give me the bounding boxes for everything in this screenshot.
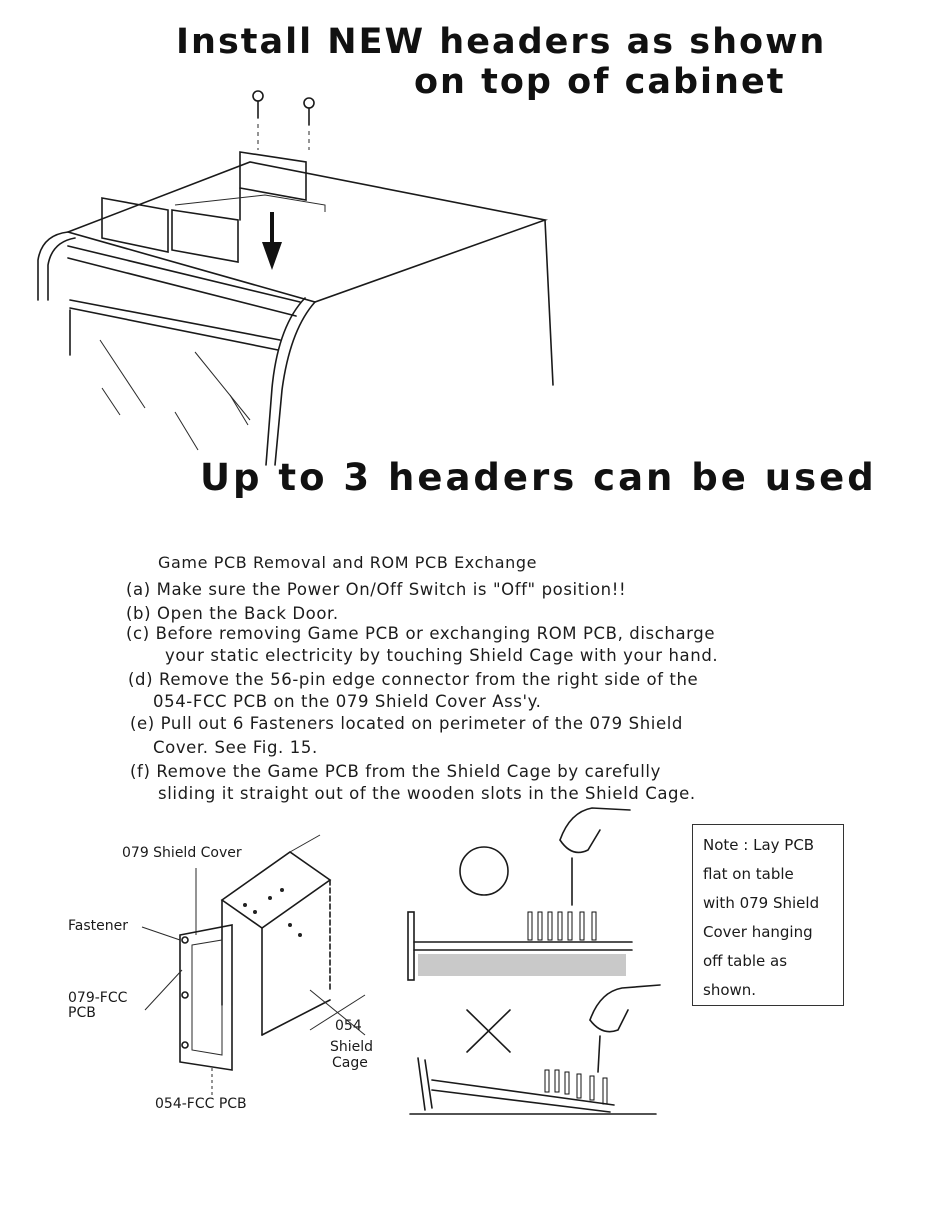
procedure-step-b [126, 604, 339, 623]
step-f-line-2: sliding it straight out of the wooden slots in the Shield Cage. [158, 784, 696, 803]
note-line: Cover hanging [703, 923, 813, 941]
fastener-label: Fastener [68, 918, 128, 934]
step-f-line-1: (f) Remove the Game PCB from the Shield Cage by carefully [130, 762, 661, 781]
pcb-placement-figure [408, 808, 660, 1114]
step-a-line-1: (a) Make sure the Power On/Off Switch is "Off" position!! [126, 580, 627, 599]
shield-cage-label-line-1: 054 [335, 1018, 362, 1034]
note-line: off table as [703, 952, 788, 970]
correct-circle-icon [460, 847, 508, 895]
note-line: shown. [703, 981, 757, 999]
procedure-step-f-cont [158, 784, 696, 803]
procedure-step-d-cont [153, 692, 542, 711]
procedure-step-c-cont [165, 646, 718, 665]
shield-cage-label-line-3: Cage [332, 1055, 368, 1071]
procedure-step-a [126, 580, 626, 599]
fcc054-label: 054-FCC PCB [155, 1096, 247, 1112]
step-c-line-2: your static electricity by touching Shield Cage with your hand. [165, 646, 719, 665]
procedure-heading: Game PCB Removal and ROM PCB Exchange [158, 553, 538, 572]
cabinet-illustration [38, 91, 553, 465]
fcc079-label-line-1: 079-FCC [68, 990, 128, 1006]
fcc079-label-line-2: PCB [68, 1005, 96, 1021]
shield-cage-label-line-2: Shield [330, 1039, 374, 1055]
procedure-step-f [130, 762, 661, 781]
note-line: flat on table [703, 865, 794, 883]
screw-icon [253, 91, 263, 150]
wrong-x-icon [467, 1010, 510, 1052]
step-c-line-1: (c) Before removing Game PCB or exchanging ROM PCB, discharge [126, 624, 716, 643]
page-subtitle: Up to 3 headers can be used [200, 456, 877, 499]
note-box [692, 824, 844, 1006]
screw-icon [304, 98, 314, 150]
procedure-step-e-cont [153, 738, 318, 757]
procedure-step-d [128, 670, 698, 689]
note-line: with 079 Shield [703, 894, 820, 912]
note-line: Note : Lay PCB [703, 836, 815, 854]
step-d-line-2: 054-FCC PCB on the 079 Shield Cover Ass'y. [153, 692, 542, 711]
shield-cover-label: 079 Shield Cover [122, 845, 242, 861]
procedure-step-c [126, 624, 715, 643]
step-d-line-1: (d) Remove the 56-pin edge connector from the right side of the [128, 670, 699, 689]
down-arrow-icon [262, 212, 282, 270]
step-e-line-2: Cover. See Fig. 15. [153, 738, 318, 757]
page-title-line-1: Install NEW headers as shown [176, 22, 827, 62]
step-b-line-1: (b) Open the Back Door. [126, 604, 339, 623]
page-title-line-2: on top of cabinet [414, 62, 786, 102]
procedure-step-e [130, 714, 683, 733]
step-e-line-1: (e) Pull out 6 Fasteners located on perimeter of the 079 Shield [130, 714, 683, 733]
